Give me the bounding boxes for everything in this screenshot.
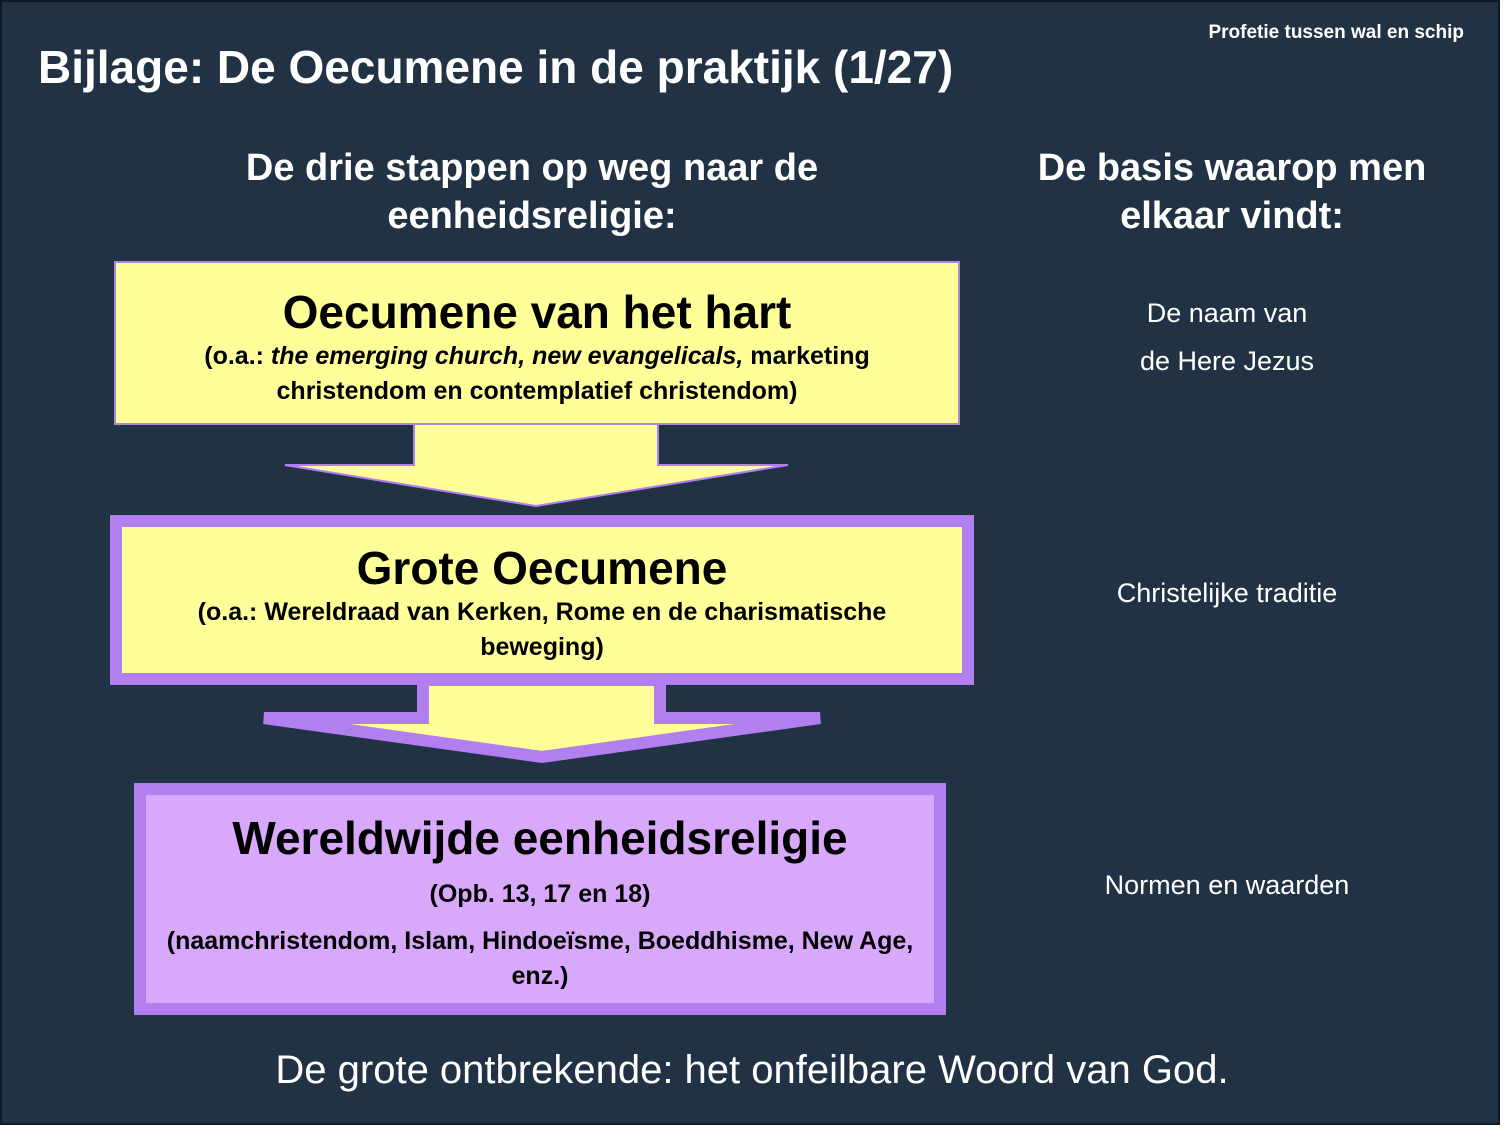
step-grote-oecumene [110, 515, 974, 685]
step-wereldwijde-eenheidsreligie [134, 783, 946, 1015]
conclusion-text: De grote ontbrekende: het onfeilbare Woord van God. [275, 1048, 1229, 1092]
step-desc-rest: marketing christendom en contemplatief christendom) [276, 342, 870, 405]
step-desc-prefix: (o.a.: [204, 342, 271, 370]
basis-item-naam-jezus [1062, 289, 1392, 385]
step-title: Wereldwijde eenheidsreligie [232, 812, 848, 864]
basis-item-christelijke-traditie: Christelijke traditie [1116, 578, 1338, 608]
basis-line: de Here Jezus [1139, 346, 1315, 376]
arrow-step2-to-step3 [264, 680, 820, 757]
step-title: Oecumene van het hart [282, 286, 792, 338]
basis-item-normen-en-waarden: Normen en waarden [1104, 870, 1350, 900]
step-description: (o.a.: Wereldraad van Kerken, Rome en de charismatische beweging) [197, 598, 887, 661]
step-description: (naamchristendom, Islam, Hindoeïsme, Boeddhisme, New Age, enz.) [166, 927, 914, 990]
step-scripture-reference: (Opb. 13, 17 en 18) [429, 880, 651, 908]
arrow-step1-to-step2 [285, 423, 788, 506]
step-title: Grote Oecumene [356, 542, 728, 594]
steps-column-heading: De drie stappen op weg naar de eenheidsreligie: [245, 147, 819, 237]
basis-line: De naam van [1146, 298, 1308, 328]
brand-label: Profetie tussen wal en schip [1208, 22, 1464, 43]
page-title: Bijlage: De Oecumene in de praktijk (1/27) [38, 41, 954, 93]
step-desc-italic: the emerging church, new evangelicals, [270, 342, 744, 370]
step-oecumene-van-het-hart [114, 261, 960, 425]
step-description [116, 339, 958, 409]
basis-column-heading: De basis waarop men elkaar vindt: [1037, 147, 1427, 237]
